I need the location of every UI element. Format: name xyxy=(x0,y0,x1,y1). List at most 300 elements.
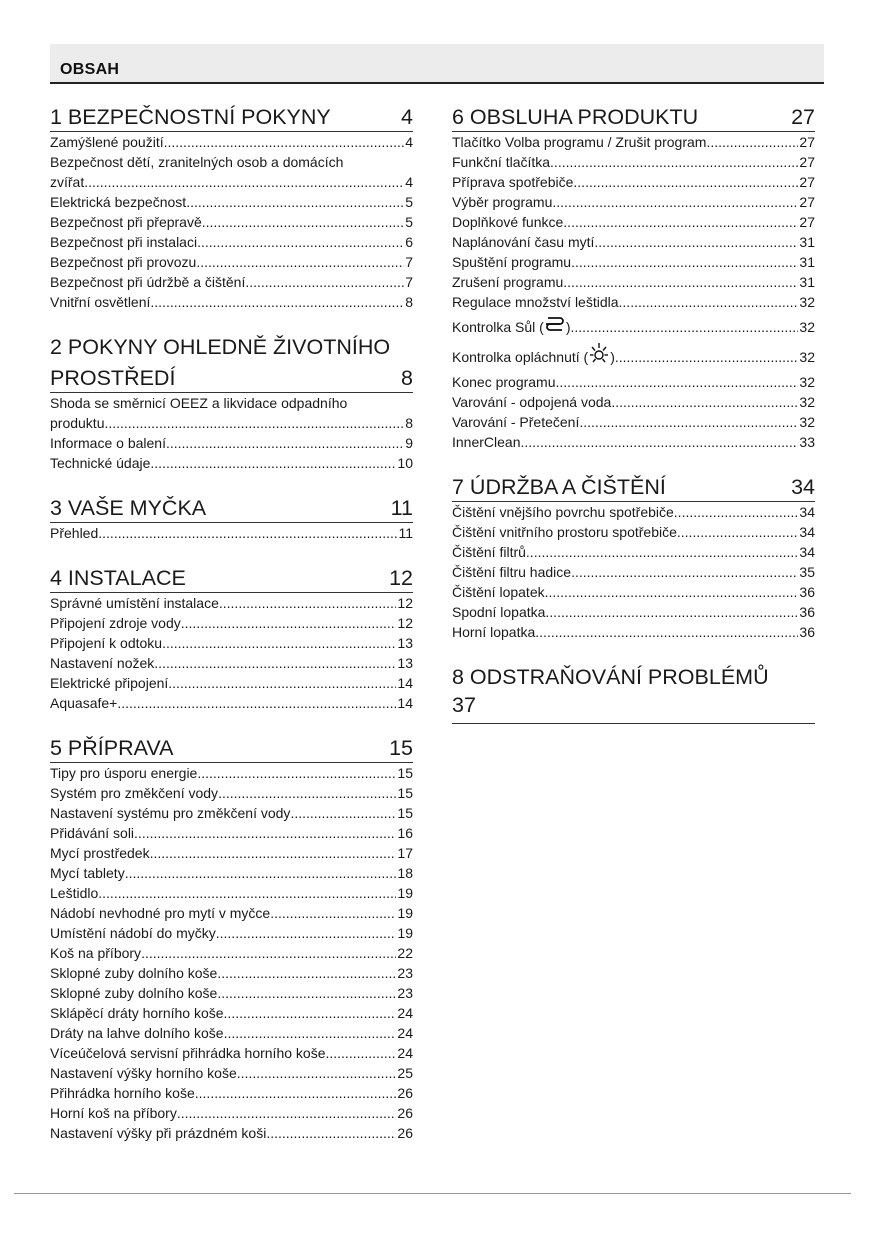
entry-leader xyxy=(218,783,396,803)
entry-label xyxy=(50,132,164,152)
entry-leader xyxy=(545,602,798,622)
entry-leader xyxy=(217,983,396,1003)
entry-label xyxy=(452,152,550,172)
entry-leader xyxy=(571,252,798,272)
entry-label-text: Elektrické připojení xyxy=(50,675,169,691)
toc-entry[interactable] xyxy=(452,502,815,522)
toc-section xyxy=(50,330,413,473)
section-heading xyxy=(452,660,815,724)
entry-page: 24 xyxy=(397,1045,413,1061)
section-heading xyxy=(452,100,815,132)
toc-entry[interactable] xyxy=(50,292,413,312)
entry-leader xyxy=(325,1043,396,1063)
toc-entry[interactable] xyxy=(452,252,815,272)
entry-label-end: ) xyxy=(565,319,571,335)
entry-page: 31 xyxy=(799,274,815,290)
entry-label xyxy=(452,502,674,522)
entry-leader xyxy=(134,823,396,843)
entry-label-text: Nastavení výšky horního koše xyxy=(50,1065,237,1081)
entry-label xyxy=(452,172,573,192)
entry-leader xyxy=(677,522,799,542)
entry-leader xyxy=(563,272,798,292)
entry-leader xyxy=(164,132,405,152)
toc-section xyxy=(50,561,413,713)
entry-page: 34 xyxy=(799,524,815,540)
toc-entry[interactable] xyxy=(50,1043,413,1063)
entry-leader xyxy=(224,1023,397,1043)
entry-label xyxy=(452,522,677,542)
toc-entry[interactable] xyxy=(452,132,815,152)
entry-label xyxy=(50,252,196,272)
entry-label xyxy=(50,883,98,903)
entry-label-text: Nastavení výšky při prázdném koši xyxy=(50,1125,267,1141)
entry-page: 15 xyxy=(397,765,413,781)
entry-label xyxy=(452,622,535,642)
entry-page: 8 xyxy=(405,294,413,310)
entry-leader xyxy=(150,843,397,863)
entry-page: 33 xyxy=(799,434,815,450)
entry-label-text: Čištění filtrů xyxy=(452,544,526,560)
toc-entry[interactable] xyxy=(50,1003,413,1023)
toc-section xyxy=(50,100,413,312)
entry-leader xyxy=(162,633,396,653)
toc-entry[interactable] xyxy=(452,372,815,392)
entry-label xyxy=(50,903,270,923)
entry-label xyxy=(452,542,526,562)
toc-entry[interactable] xyxy=(50,272,413,292)
toc-entry[interactable] xyxy=(50,1083,413,1103)
entry-label xyxy=(50,292,150,312)
entry-label xyxy=(452,342,615,372)
section-title: 6 OBSLUHA PRODUKTU xyxy=(452,105,699,129)
entry-page: 9 xyxy=(405,435,413,451)
entry-leader xyxy=(197,763,396,783)
toc-entry[interactable] xyxy=(452,272,815,292)
entry-page: 7 xyxy=(405,274,413,290)
toc-entry[interactable] xyxy=(50,783,413,803)
toc-entry[interactable] xyxy=(452,412,815,432)
section-title: 2 POKYNY OHLEDNĚ ŽIVOTNÍHO xyxy=(50,335,391,359)
entry-label-text: Doplňkové funkce xyxy=(452,214,564,230)
entry-page: 24 xyxy=(397,1005,413,1021)
toc-entry[interactable] xyxy=(452,152,815,172)
entry-label xyxy=(452,252,571,272)
entry-leader xyxy=(563,212,798,232)
toc-entry[interactable] xyxy=(452,392,815,412)
section-page: 11 xyxy=(390,496,413,520)
section-heading xyxy=(50,361,413,393)
entry-page: 27 xyxy=(799,134,815,150)
entry-page: 27 xyxy=(799,154,815,170)
entry-page: 19 xyxy=(397,905,413,921)
entry-page: 27 xyxy=(799,214,815,230)
entry-label-text: Technické údaje xyxy=(50,455,151,471)
entry-label-text: Horní lopatka xyxy=(452,624,536,640)
section-heading xyxy=(452,470,815,502)
entry-leader xyxy=(674,502,799,522)
entry-label xyxy=(50,232,197,252)
entry-label xyxy=(50,1043,325,1063)
entry-label-text: Čištění vnitřního prostoru spotřebiče xyxy=(452,524,677,540)
entry-label-end: ) xyxy=(610,349,615,365)
rinse-aid-indicator-icon xyxy=(588,342,610,374)
section-title: 1 BEZPEČNOSTNÍ POKYNY xyxy=(50,105,331,129)
section-page: 27 xyxy=(791,105,815,129)
entry-leader xyxy=(552,192,798,212)
entry-label-text: Naplánování času mytí xyxy=(452,234,595,250)
entry-leader xyxy=(270,903,396,923)
entry-label xyxy=(452,312,571,342)
toc-entry[interactable] xyxy=(50,252,413,272)
entry-label-text: Bezpečnost při údržbě a čištění xyxy=(50,274,246,290)
entry-page: 13 xyxy=(397,655,413,671)
entry-label xyxy=(452,372,556,392)
entry-page: 36 xyxy=(799,584,815,600)
section-heading xyxy=(50,330,413,361)
entry-page: 5 xyxy=(405,194,413,210)
entry-label-text: Bezpečnost při provozu xyxy=(50,254,197,270)
toc-entry[interactable] xyxy=(50,232,413,252)
entry-leader xyxy=(154,653,396,673)
entry-label-text: Příprava spotřebiče xyxy=(452,174,574,190)
toc-entry[interactable] xyxy=(50,1063,413,1083)
toc-entry[interactable] xyxy=(452,432,815,452)
entry-page: 14 xyxy=(397,695,413,711)
entry-leader xyxy=(98,523,397,543)
toc-entry[interactable] xyxy=(50,633,413,653)
entry-label-text: Spuštění programu xyxy=(452,254,572,270)
entry-label-text: Čištění lopatek xyxy=(452,584,545,600)
entry-label-text: Připojení k odtoku xyxy=(50,635,163,651)
entry-label-text: Elektrická bezpečnost xyxy=(50,194,187,210)
entry-leader xyxy=(117,693,396,713)
entry-leader xyxy=(266,1123,396,1143)
entry-page: 16 xyxy=(397,825,413,841)
toc-entry[interactable] xyxy=(50,673,413,693)
entry-label xyxy=(50,1023,224,1043)
entry-page: 4 xyxy=(405,174,413,190)
entry-page: 27 xyxy=(799,194,815,210)
entry-leader xyxy=(125,863,397,883)
toc-entry[interactable] xyxy=(50,983,413,1003)
section-title: 7 ÚDRŽBA A ČIŠTĚNÍ xyxy=(452,475,666,499)
entry-page: 15 xyxy=(397,785,413,801)
entry-leader xyxy=(571,562,798,582)
section-title-line2: PROSTŘEDÍ xyxy=(50,366,176,390)
entry-leader xyxy=(217,963,396,983)
entry-label xyxy=(50,673,168,693)
toc-entry[interactable] xyxy=(452,602,815,622)
toc-entry-line xyxy=(50,152,413,172)
toc-entry[interactable] xyxy=(50,593,413,613)
entry-label xyxy=(50,693,117,713)
entry-label-text: Mycí prostředek xyxy=(50,845,150,861)
entry-page: 6 xyxy=(405,234,413,250)
toc-entry[interactable] xyxy=(50,1023,413,1043)
entry-label-text: Regulace množství leštidla xyxy=(452,294,619,310)
entry-page: 27 xyxy=(799,174,815,190)
entry-page: 26 xyxy=(397,1085,413,1101)
salt-indicator-icon xyxy=(544,313,566,343)
entry-label-text: Bezpečnost při instalaci xyxy=(50,234,198,250)
entry-page: 12 xyxy=(397,615,413,631)
toc-entry[interactable] xyxy=(452,342,815,372)
entry-label xyxy=(50,272,245,292)
entry-page: 13 xyxy=(397,635,413,651)
toc-entry[interactable] xyxy=(452,562,815,582)
entry-label-text: Nastavení systému pro změkčení vody xyxy=(50,805,291,821)
entry-page: 17 xyxy=(397,845,413,861)
section-page: 12 xyxy=(389,566,413,590)
entry-label xyxy=(50,1103,177,1123)
entry-label-text: Tlačítko Volba programu / Zrušit program xyxy=(452,134,707,150)
entry-leader xyxy=(84,172,404,192)
toc-section xyxy=(50,491,413,543)
entry-page: 19 xyxy=(397,885,413,901)
toc-title: OBSAH xyxy=(60,61,120,78)
entry-page: 32 xyxy=(799,319,815,335)
entry-label-text: Nastavení nožek xyxy=(50,655,155,671)
entry-label-text: InnerClean xyxy=(452,434,521,450)
entry-label-text: Umístění nádobí do myčky xyxy=(50,925,216,941)
entry-label xyxy=(452,602,545,622)
entry-label xyxy=(50,192,186,212)
entry-label xyxy=(452,582,545,602)
toc-entry[interactable] xyxy=(452,582,815,602)
entry-page: 4 xyxy=(405,134,413,150)
entry-page: 12 xyxy=(397,595,413,611)
footer-divider xyxy=(14,1193,851,1194)
toc-entry[interactable] xyxy=(50,843,413,863)
entry-label-text: Varování - odpojená voda xyxy=(452,394,612,410)
entry-label-text: Varování - Přetečení xyxy=(452,414,580,430)
entry-leader xyxy=(150,292,404,312)
toc-entry[interactable] xyxy=(50,433,413,453)
entry-leader xyxy=(556,372,799,392)
entry-page: 32 xyxy=(799,349,815,365)
toc-entry[interactable] xyxy=(452,292,815,312)
entry-label-text: Přehled xyxy=(50,525,99,541)
entry-leader xyxy=(181,613,397,633)
toc-entry[interactable] xyxy=(50,763,413,783)
entry-page: 32 xyxy=(799,414,815,430)
toc-entry[interactable] xyxy=(50,1103,413,1123)
entry-label-text: Připojení zdroje vody xyxy=(50,615,181,631)
entry-label xyxy=(50,613,181,633)
entry-leader xyxy=(224,1003,397,1023)
toc-right-column xyxy=(452,100,815,742)
section-page: 4 xyxy=(401,105,413,129)
toc-section xyxy=(452,660,815,724)
section-title: 5 PŘÍPRAVA xyxy=(50,736,174,760)
entry-leader xyxy=(104,413,404,433)
entry-page: 11 xyxy=(398,525,413,541)
section-heading xyxy=(50,731,413,763)
toc-entry[interactable] xyxy=(50,693,413,713)
toc-entry[interactable] xyxy=(50,943,413,963)
entry-leader xyxy=(571,312,799,342)
entry-page: 22 xyxy=(397,945,413,961)
entry-label xyxy=(50,523,98,543)
entry-label xyxy=(452,562,571,582)
section-title: 8 ODSTRAŇOVÁNÍ PROBLÉMŮ xyxy=(452,665,769,689)
entry-label xyxy=(452,132,706,152)
toc-entry[interactable] xyxy=(452,312,815,342)
entry-label xyxy=(50,653,154,673)
entry-label-text: Horní koš na příbory xyxy=(50,1105,177,1121)
entry-label-text: Aquasafe+ xyxy=(50,695,118,711)
entry-label xyxy=(452,432,521,452)
entry-label-text: Přihrádka horního koše xyxy=(50,1085,195,1101)
entry-label-text: Kontrolka Sůl ( xyxy=(452,319,544,335)
entry-label xyxy=(50,1063,237,1083)
entry-page: 35 xyxy=(799,564,815,580)
toc-entry[interactable] xyxy=(50,212,413,232)
toc-entry[interactable] xyxy=(50,523,413,543)
section-page: 8 xyxy=(401,366,413,390)
section-title: 4 INSTALACE xyxy=(50,566,186,590)
entry-label-text: Mycí tablety xyxy=(50,865,125,881)
entry-leader xyxy=(535,622,798,642)
toc-entry[interactable] xyxy=(50,963,413,983)
entry-label-text: Bezpečnost při přepravě xyxy=(50,214,202,230)
entry-leader xyxy=(579,412,798,432)
toc-entry[interactable] xyxy=(50,863,413,883)
entry-label xyxy=(50,963,217,983)
toc-entry[interactable] xyxy=(50,132,413,152)
toc-section xyxy=(452,100,815,452)
section-page: 34 xyxy=(791,475,815,499)
entry-leader xyxy=(216,923,397,943)
section-heading xyxy=(50,491,413,523)
entry-label-text: Sklopné zuby dolního koše xyxy=(50,985,218,1001)
entry-leader xyxy=(611,392,798,412)
toc-entry[interactable] xyxy=(452,212,815,232)
entry-label-text: Spodní lopatka xyxy=(452,604,546,620)
toc-entry[interactable] xyxy=(50,883,413,903)
entry-leader xyxy=(550,152,798,172)
entry-label-line2: zvířat xyxy=(50,174,85,190)
toc-entry[interactable] xyxy=(50,653,413,673)
entry-label-text: Informace o balení xyxy=(50,435,166,451)
entry-label-text: Vnitřní osvětlení xyxy=(50,294,151,310)
entry-page: 34 xyxy=(799,504,815,520)
entry-label xyxy=(50,1083,195,1103)
entry-label-text: Zamýšlené použití xyxy=(50,134,164,150)
toc-entry[interactable] xyxy=(452,522,815,542)
toc-entry[interactable] xyxy=(50,613,413,633)
entry-page: 32 xyxy=(799,374,815,390)
entry-label-text: Čištění vnějšího povrchu spotřebiče xyxy=(452,504,674,520)
entry-leader xyxy=(619,292,799,312)
entry-label-text: Dráty na lahve dolního koše xyxy=(50,1025,224,1041)
entry-label xyxy=(50,863,125,883)
entry-label xyxy=(50,983,217,1003)
entry-label: Bezpečnost dětí, zranitelných osob a domácích xyxy=(50,154,344,170)
entry-page: 23 xyxy=(397,965,413,981)
entry-label xyxy=(452,292,619,312)
entry-label xyxy=(452,412,579,432)
toc-entry[interactable] xyxy=(50,923,413,943)
entry-page: 26 xyxy=(397,1105,413,1121)
toc-section xyxy=(452,470,815,642)
section-heading xyxy=(50,561,413,593)
entry-page: 19 xyxy=(397,925,413,941)
entry-label-text: Čištění filtru hadice xyxy=(452,564,572,580)
toc-entry-line xyxy=(50,393,413,413)
toc-entry[interactable] xyxy=(452,622,815,642)
entry-page: 36 xyxy=(799,624,815,640)
entry-leader xyxy=(168,673,396,693)
toc-entry[interactable] xyxy=(50,192,413,212)
entry-label-line2: produktu xyxy=(50,415,105,431)
toc-entry[interactable] xyxy=(452,542,815,562)
entry-label-text: Funkční tlačítka xyxy=(452,154,551,170)
entry-leader xyxy=(177,1103,397,1123)
entry-page: 25 xyxy=(397,1065,413,1081)
entry-leader xyxy=(290,803,396,823)
toc-entry[interactable] xyxy=(50,172,413,192)
entry-leader xyxy=(545,582,799,602)
entry-page: 5 xyxy=(405,214,413,230)
entry-leader xyxy=(615,342,799,372)
entry-label xyxy=(50,433,166,453)
entry-label xyxy=(50,633,162,653)
toc-left-column xyxy=(50,100,413,1161)
entry-page: 34 xyxy=(799,544,815,560)
toc-entry[interactable] xyxy=(50,1123,413,1143)
entry-leader xyxy=(245,272,404,292)
entry-label xyxy=(452,212,563,232)
entry-page: 32 xyxy=(799,294,815,310)
entry-label-text: Konec programu xyxy=(452,374,556,390)
toc-entry[interactable] xyxy=(50,453,413,473)
entry-label-text: Kontrolka opláchnutí ( xyxy=(452,349,589,365)
entry-page: 24 xyxy=(397,1025,413,1041)
entry-label xyxy=(50,1003,224,1023)
entry-label xyxy=(50,943,141,963)
entry-page: 32 xyxy=(799,394,815,410)
entry-page: 36 xyxy=(799,604,815,620)
entry-label xyxy=(50,843,150,863)
toc-entry[interactable] xyxy=(452,172,815,192)
toc-entry[interactable] xyxy=(452,192,815,212)
entry-label xyxy=(50,803,290,823)
section-heading xyxy=(50,100,413,132)
section-page: 15 xyxy=(389,736,413,760)
toc-entry[interactable] xyxy=(50,903,413,923)
entry-page: 18 xyxy=(397,865,413,881)
toc-section xyxy=(50,731,413,1143)
entry-label-text: Zrušení programu xyxy=(452,274,564,290)
toc-entry[interactable] xyxy=(50,823,413,843)
toc-header-bar xyxy=(50,44,824,84)
entry-label xyxy=(452,192,552,212)
entry-page: 15 xyxy=(397,805,413,821)
entry-label xyxy=(452,392,611,412)
entry-label-text: Systém pro změkčení vody xyxy=(50,785,219,801)
entry-page: 8 xyxy=(405,415,413,431)
entry-label xyxy=(452,232,594,252)
toc-entry[interactable] xyxy=(50,413,413,433)
entry-label xyxy=(50,823,134,843)
toc-entry[interactable] xyxy=(452,232,815,252)
entry-leader xyxy=(521,432,799,452)
entry-leader xyxy=(197,232,404,252)
toc-entry[interactable] xyxy=(50,803,413,823)
entry-label xyxy=(50,783,218,803)
entry-page: 31 xyxy=(799,234,815,250)
